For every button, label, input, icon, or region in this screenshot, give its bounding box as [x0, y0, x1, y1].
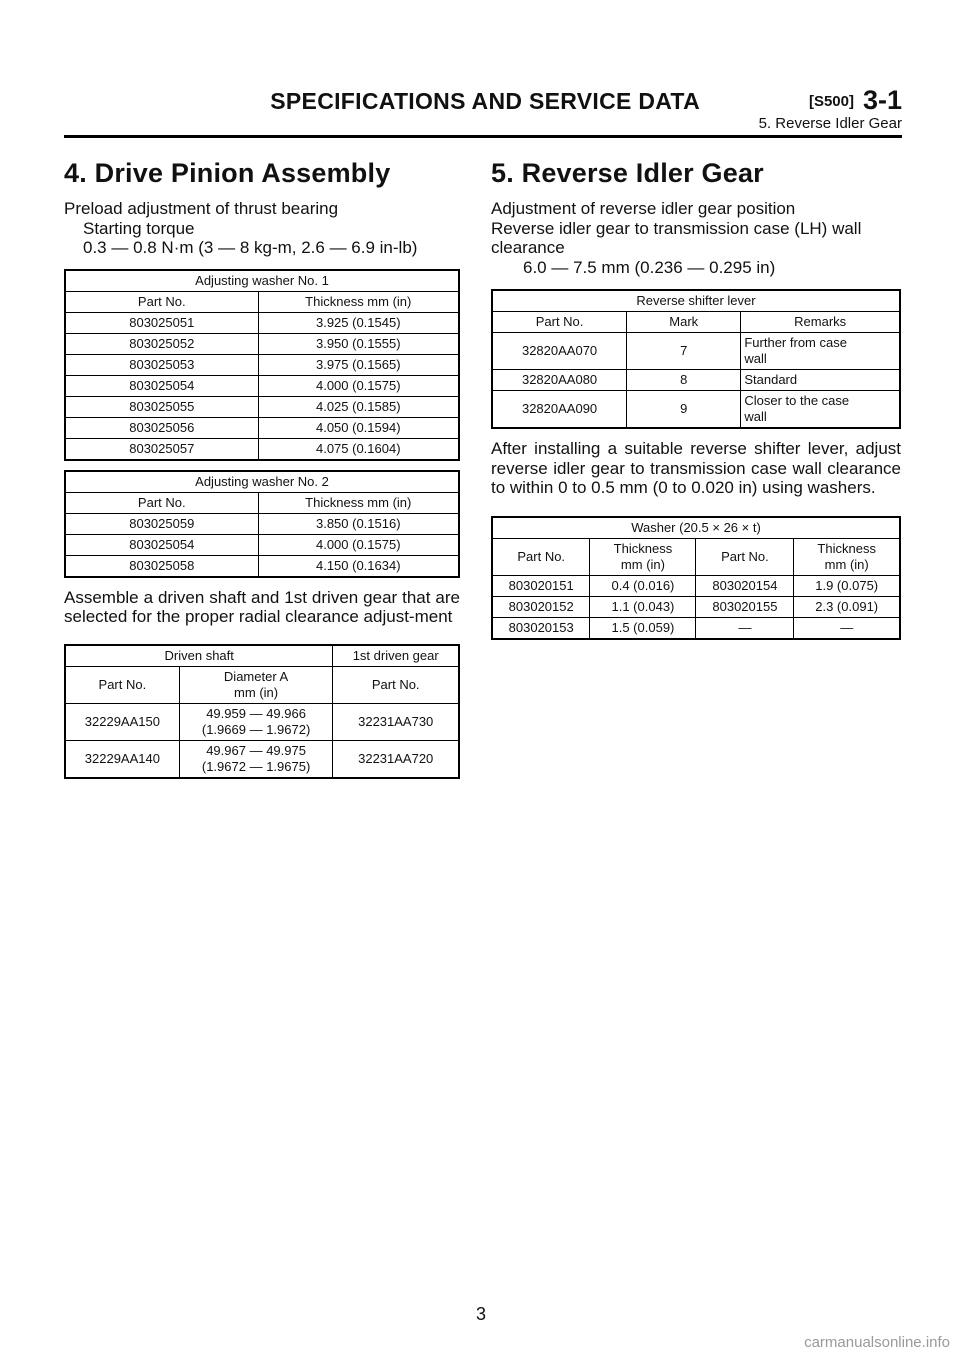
table-cell: 3.850 (0.1516) [258, 513, 459, 534]
table-cell: 32231AA730 [333, 703, 459, 740]
table-cell: 803025055 [65, 396, 258, 417]
table-row [65, 312, 459, 333]
column-header: Part No. [492, 538, 590, 575]
column-header: Part No. [333, 666, 459, 703]
table-cell: Standard [741, 370, 900, 391]
table-row [65, 396, 459, 417]
table-row [492, 391, 900, 429]
table-cell: 4.075 (0.1604) [258, 438, 459, 460]
table-cell: 803025056 [65, 417, 258, 438]
chapter-number: 3-1 [862, 85, 902, 115]
adjustment-text: Adjustment of reverse idler gear position [491, 199, 796, 218]
table-cell [179, 703, 333, 740]
column-header: Part No. [65, 492, 258, 513]
starting-torque-value: 0.3 — 0.8 N·m (3 — 8 kg-m, 2.6 — 6.9 in-lb) [83, 238, 418, 257]
header-line: mm (in) [234, 684, 279, 700]
table-row [492, 333, 900, 370]
table-cell: 2.3 (0.091) [794, 596, 900, 617]
table-row [65, 354, 459, 375]
cell-line: wall [744, 351, 767, 366]
column-header [179, 666, 333, 703]
clearance-label: Reverse idler gear to transmission case (LH) wall clearance [491, 218, 862, 257]
column-header: Thickness mm (in) [258, 291, 459, 312]
column-header: Mark [627, 312, 741, 333]
table-cell: — [696, 617, 794, 639]
table-cell: 32820AA080 [492, 370, 627, 391]
table-row [492, 370, 900, 391]
table-cell: 1.1 (0.043) [590, 596, 696, 617]
header-line: mm (in) [824, 556, 869, 572]
section-code: [S500] [808, 93, 854, 110]
column-group-header: Driven shaft [65, 645, 333, 667]
washer-no1-table [64, 269, 460, 461]
column-header: Part No. [492, 312, 627, 333]
table-cell [179, 740, 333, 778]
column-header [590, 538, 696, 575]
table-cell: 4.025 (0.1585) [258, 396, 459, 417]
table-row [65, 417, 459, 438]
table-caption: Adjusting washer No. 2 [65, 471, 459, 493]
table-cell: 803025053 [65, 354, 258, 375]
column-header: Part No. [696, 538, 794, 575]
driven-shaft-table [64, 644, 460, 779]
reverse-shifter-table [491, 289, 901, 429]
table-cell: 4.050 (0.1594) [258, 417, 459, 438]
table-cell: 32820AA070 [492, 333, 627, 370]
column-header: Thickness mm (in) [258, 492, 459, 513]
table-caption: Adjusting washer No. 1 [65, 270, 459, 292]
table-cell: 3.925 (0.1545) [258, 312, 459, 333]
column-header: Part No. [65, 291, 258, 312]
table-cell: 1.5 (0.059) [590, 617, 696, 639]
page-header [64, 85, 902, 132]
table-row [65, 534, 459, 555]
header-line: Thickness [613, 540, 673, 556]
washer-no2-table [64, 470, 460, 578]
cell-line: (1.9669 — 1.9672) [201, 721, 311, 737]
table-cell: 803020152 [492, 596, 590, 617]
section-subtitle: 5. Reverse Idler Gear [758, 115, 902, 132]
table-cell: — [794, 617, 900, 639]
table-cell: 803020155 [696, 596, 794, 617]
table-cell: 803025051 [65, 312, 258, 333]
page-number: 3 [476, 1304, 487, 1324]
cell-line: Closer to the case [744, 393, 850, 408]
table-row [65, 703, 459, 740]
header-line: mm (in) [620, 556, 665, 572]
cell-line: (1.9672 — 1.9675) [201, 758, 311, 774]
table-cell: 3.950 (0.1555) [258, 333, 459, 354]
cell-line: 49.967 — 49.975 [206, 742, 306, 758]
washer-instruction: After installing a suitable reverse shifter lever, adjust reverse idler gear to transmission case wall clearance to within 0 to 0.5 mm (0 to 0.020 in) using washers. [491, 439, 901, 497]
table-cell: 3.975 (0.1565) [258, 354, 459, 375]
starting-torque-label: Starting torque [83, 218, 195, 238]
heading-drive-pinion: 4. Drive Pinion Assembly [64, 158, 391, 188]
table-cell: 803025057 [65, 438, 258, 460]
table-row [492, 617, 900, 639]
table-cell: 32231AA720 [333, 740, 459, 778]
table-cell: 4.000 (0.1575) [258, 375, 459, 396]
table-cell: 4.150 (0.1634) [258, 555, 459, 577]
table-row [65, 333, 459, 354]
table-row [65, 375, 459, 396]
section-title: SPECIFICATIONS AND SERVICE DATA [270, 88, 700, 114]
table-cell: 803020154 [696, 575, 794, 596]
cell-line: 49.959 — 49.966 [206, 705, 306, 721]
table-row [492, 575, 900, 596]
table-cell: 7 [627, 333, 741, 370]
column-header: Part No. [65, 666, 179, 703]
table-caption: Washer (20.5 × 26 × t) [492, 517, 900, 539]
table-cell: 9 [627, 391, 741, 429]
table-cell: 32229AA140 [65, 740, 179, 778]
table-row [65, 513, 459, 534]
table-row [492, 596, 900, 617]
header-rule [64, 135, 902, 138]
clearance-value: 6.0 — 7.5 mm (0.236 — 0.295 in) [523, 257, 776, 277]
table-cell [741, 391, 900, 429]
table-cell: 803020151 [492, 575, 590, 596]
watermark: carmanualsonline.info [804, 1334, 950, 1351]
table-cell: 0.4 (0.016) [590, 575, 696, 596]
table-cell: 32820AA090 [492, 391, 627, 429]
right-column [491, 158, 901, 640]
cell-line: wall [744, 409, 767, 424]
table-cell: 803025058 [65, 555, 258, 577]
table-cell: 8 [627, 370, 741, 391]
driven-shaft-instruction: Assemble a driven shaft and 1st driven gear that are selected for the proper radial clearance adjust-ment [64, 587, 460, 626]
washer-table [491, 516, 901, 640]
header-line: Diameter A [223, 668, 289, 684]
table-cell: 803025054 [65, 534, 258, 555]
table-row [65, 555, 459, 577]
column-header [794, 538, 900, 575]
header-line: Thickness [817, 540, 876, 556]
table-cell: 1.9 (0.075) [794, 575, 900, 596]
table-cell: 803025052 [65, 333, 258, 354]
cell-line: Further from case [744, 335, 847, 350]
column-header: Remarks [741, 312, 900, 333]
heading-reverse-idler: 5. Reverse Idler Gear [491, 158, 764, 188]
table-cell: 803025059 [65, 513, 258, 534]
table-cell: 32229AA150 [65, 703, 179, 740]
table-cell: 4.000 (0.1575) [258, 534, 459, 555]
table-row [65, 438, 459, 460]
table-caption: Reverse shifter lever [492, 290, 900, 312]
table-cell: 803020153 [492, 617, 590, 639]
column-group-header: 1st driven gear [333, 645, 459, 667]
table-row [65, 740, 459, 778]
preload-text: Preload adjustment of thrust bearing [64, 199, 339, 218]
table-cell [741, 333, 900, 370]
table-cell: 803025054 [65, 375, 258, 396]
left-column [64, 158, 460, 779]
